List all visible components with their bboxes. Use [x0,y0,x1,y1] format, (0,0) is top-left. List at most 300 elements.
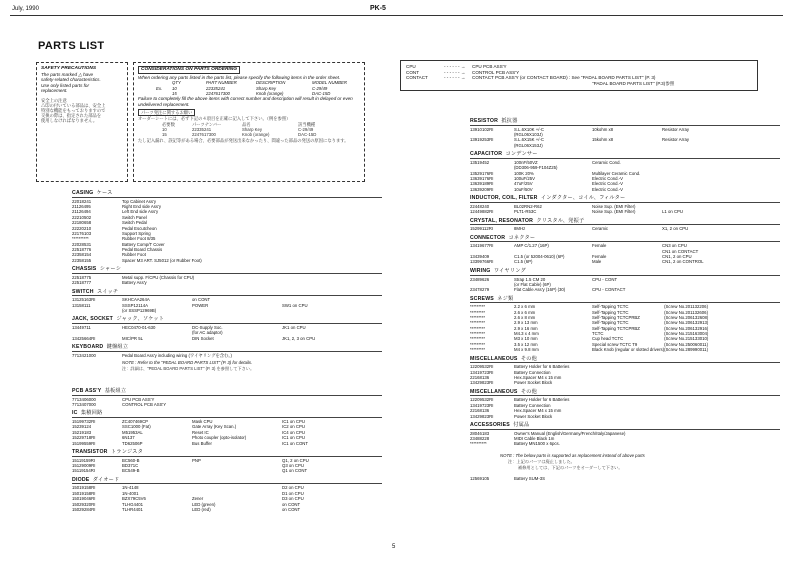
table-cell: Electric Cond.-V [592,181,624,187]
table-cell: 13529176RI [470,170,494,176]
ordering-jp-table [162,122,316,138]
parts-table [470,397,592,418]
table-cell: TLHR4401 [122,506,143,512]
table-cell [192,308,282,313]
section-keyboard [72,344,382,371]
table-cell: 抵抗器 [501,118,518,124]
table-row: CONTACT - - - - - - → CONTACT PCB ASS'Y (or CONTACT BOARD) : See "PADAL BOARD PARTS LIST" (P. 3) [406,75,674,81]
table-cell: Battery Comp/T Cover [122,241,165,247]
section-title [72,410,382,418]
accessories-note: NOTE : The below parts is supported as replacement instead of above parts [500,452,645,458]
table-cell: S.L.6X10K +/-C [514,126,544,132]
table-cell: Pedal Board Ass'y including wiring (ワイヤリングを含む。) [122,352,232,358]
table-cell: Battery Ass'y [122,280,147,286]
table-cell: (RGL06X153J) [514,142,543,148]
table-cell: SKHCAA264A [122,297,150,303]
parts-table [470,127,689,148]
table-cell: Rubber Foot 8/35 [122,236,156,242]
keyboard-note-jp: 注：詳細は、"PEDAL BOARD PARTS LIST" (P. 3) を参照して下さい。 [122,365,255,371]
table-row [72,402,192,407]
table-cell: 2.9 x 13 mm [514,320,538,326]
table-cell: 12449882RI [470,209,494,215]
table-cell: Cup head TCTC [592,336,624,342]
parts-table [72,419,308,446]
ordering-cell: DAC-15D [312,90,331,96]
table-cell: Spacer M3 ART. SJ5012 (or Rubber Foot) [122,257,202,263]
table-cell: TLHG4401 [122,501,144,507]
table-cell: 7713421000 [72,352,96,358]
section-title [470,195,780,203]
table-cell: 13519452 [470,159,490,165]
table-cell: ********* [470,347,486,353]
table-cell: JK1, 2, 3 on CPU [282,335,316,341]
table-cell: Ceramic [592,226,608,232]
table-cell: 15119154RI [72,468,96,474]
parts-table [470,431,625,447]
table-cell: 23478279 [470,287,490,293]
section-title [72,344,382,352]
table-row [470,414,592,419]
parts-table [470,226,688,231]
table-cell: BZX79C5V6 [122,496,146,502]
table-cell: ワイヤリング [493,267,526,274]
table-cell: Power Socket Block [514,380,553,386]
table-cell: Self-Tapping TCTCPRBZ [592,325,640,331]
table-cell: 28046183 [470,430,490,436]
table-cell: MISCELLANEOUS [470,388,518,395]
ordering-col: DESCRIPTION [256,80,286,86]
table-cell: SWITCH [72,288,94,295]
table-cell: 13425664RI [72,335,96,341]
table-cell: PNP [192,457,201,463]
section-screws [470,296,780,353]
table-cell: MISCELLANEOUS [470,355,518,362]
ordering-jp-col: 必要数 [162,121,175,127]
table-cell: Left End side Ass'y [122,209,159,215]
table-row [470,143,689,148]
section-capacitor [470,151,780,192]
ordering-cell: Sharp Key [256,85,277,91]
table-row [72,336,315,341]
table-cell: CN1, 2 on CPU [662,254,692,260]
ordering-jp-intro: オーダーシートには、必ず下記の４項目を正確に記入して下さい。（例を参照） [138,116,291,122]
table-cell [592,143,662,148]
table-row [470,287,662,292]
table-cell: (Screw No.206132916) [664,325,709,331]
table-cell: トランジスタ [110,448,143,455]
table-row [72,353,232,358]
table-cell: CONT [406,69,420,75]
section-title [470,296,780,304]
table-cell: Multilayer Ceramic Cond. [592,170,641,176]
table-cell: on CONT [192,297,211,303]
table-cell: 集積回路 [80,410,103,417]
table-cell: 22518775 [72,274,92,280]
table-cell: (Screw No.206132608) [664,315,709,321]
table-cell: ダイオード [92,476,120,483]
section-casing [72,190,382,263]
table-cell: CONTACT [406,75,428,81]
table-cell: 2.6 x 8 mm [514,315,536,321]
table-cell: Q3 on CPU [282,462,304,468]
page-number: 5 [392,544,396,550]
table-cell: 3.5 x 12 mm [514,341,538,347]
table-cell: 付属品 [513,421,530,428]
section-accessories [470,422,780,481]
table-row [470,187,662,192]
ordering-jp-col: パーツナンバー [192,121,222,127]
table-cell: ACCESSORIES [470,421,510,428]
table-cell: (RGL06X103J) [514,132,543,138]
table-cell: IC1 on CPU [282,419,305,425]
table-row [72,507,304,512]
table-cell: Support Spring [122,230,151,236]
table-cell: 13429823RI [470,413,494,419]
table-cell: Battery Holder for 6 Batteries [514,397,570,403]
section-title [470,118,780,126]
table-cell: Self-Tapping TCTC [592,309,629,315]
table-cell: Right End side Ass'y [122,204,162,210]
table-cell: 22518776 [72,246,92,252]
ordering-jp-cell: 15 [162,132,167,138]
table-row [470,347,708,352]
table-cell: Power Socket Block [514,413,553,419]
parts-table [72,397,192,408]
table-cell: 47uF/25V [514,181,533,187]
table-cell: 23489626 [470,276,490,282]
table-cell: (Screw No.289990011) [664,347,708,353]
table-cell: BC560-B [122,457,140,463]
table-cell: 7713406000 [72,396,96,402]
table-cell: IC1 on CPU [282,435,305,441]
table-cell: Battery Holder for 6 Batteries [514,364,570,370]
table-cell: 1N-4001 [122,490,139,496]
board-legend-table [406,64,674,87]
table-cell: AMP C/1.27 (16P) [514,243,549,249]
section-resistor [470,118,780,148]
table-row: CONT - - - - - - → CONTROL PCB ASS'Y [406,70,674,76]
section-jack [72,316,382,341]
table-cell: 21126494 [72,209,91,215]
table-cell: on CONT [282,501,301,507]
ordering-jp-title: パーツ発注に関するお願い [138,109,195,116]
table-cell [192,468,282,473]
parts-table [72,485,304,512]
table-cell: Flat Cable Ass'y (16P) (30) [514,287,566,293]
table-cell: S.L.6X15K +/-C [514,137,544,143]
table-cell: (Screw No.201132206) [664,304,708,310]
section-diode [72,477,382,513]
table-cell: (for AC adaptor) [192,330,223,336]
section-crystal [470,218,780,232]
section-title [470,218,780,226]
table-cell: Black Knob (regular or slotted drivers) [592,347,665,353]
table-cell: Resistor Array [662,137,689,143]
table-cell: (Screw No.215163004) [664,331,709,337]
section-title [470,389,780,397]
table-cell: IC2 on CPU [282,424,305,430]
section-title [470,151,780,159]
section-switch [72,289,382,314]
table-cell: ZC407469CP [122,419,149,425]
table-cell: 15299112RI [470,226,494,232]
section-misc-2 [470,389,780,419]
table-cell: CPU - CONT [592,276,618,282]
table-cell: BD371C [122,462,139,468]
parts-table [72,199,202,263]
table-cell: Owner's Manual (English/Germany/French/Italy/Japanese) [514,430,626,436]
ordering-col: MODEL NUMBER [312,80,348,86]
ordering-jp-cell: DAC-15D [298,132,317,138]
table-cell: CONTROL PCB ASS'Y [472,69,520,75]
section-title [72,289,382,297]
table-cell: CN3 on CPU [662,243,687,249]
table-cell: Battery SUM-3S [514,475,546,481]
section-wiring [470,268,780,293]
table-row [470,441,625,446]
section-title [72,449,382,457]
table-cell: Pedal Board Chassis [122,246,163,252]
table-cell: C1.5 (or 52004-0610) (6P) [514,254,565,260]
ordering-fail: Failure to completely fill the above items with correct number and description will result in delayed or even undelivered replacement. [138,96,353,107]
table-cell: 22448240 [470,203,490,209]
table-row [470,476,592,481]
table-cell: CPU PCB ASS'Y [122,396,155,402]
table-row [72,468,309,473]
table-cell: その他 [520,355,538,362]
table-cell: 23488228 [470,436,490,441]
table-cell: 15019158RI [72,485,96,491]
table-cell: Battery Connection [514,369,551,375]
table-cell: 2.9 x 16 mm [514,325,538,331]
table-cell: CRYSTAL, RESONATOR [470,217,534,224]
table-cell: 22358154 [72,252,92,258]
table-cell: ********* [470,331,486,337]
table-cell: 13639176RI [470,175,494,181]
table-cell: "PADAL BOARD PARTS LIST" (P.3)参照 [592,81,675,87]
table-cell: 21126495 [72,204,91,210]
table-cell: 13639209RI [470,186,494,192]
safety-jp-title: 安全上の注意 [41,97,67,103]
table-cell: DIN Socket [192,335,214,341]
section-inductor [470,195,780,214]
table-cell: 100nF/50VZ [514,159,538,165]
table-cell: 13910102RI [470,126,494,132]
table-cell: (Screw No.215133010) [664,336,709,342]
table-cell: 13419723RI [470,402,494,408]
table-cell: CPU PCB ASS'Y [472,64,507,69]
right-column [470,118,780,484]
table-cell: Battery MN1500 x 6pcs. [514,441,560,447]
ordering-cell: Knob (orange) [256,90,284,96]
table-cell [470,143,514,148]
table-cell: ********* [470,315,486,321]
table-cell: Q1 on CONT [282,468,308,474]
table-cell: HEC0470-01-630 [122,325,156,331]
header-model: PK-5 [370,5,386,12]
table-cell: ジャック、ソケット [116,316,165,323]
table-cell: M3 x 10 mm [514,336,538,342]
table-cell: 22028531 [72,241,92,247]
table-cell: Self-Tapping TCTC [592,320,629,326]
table-cell: Electric Cond.-V [592,175,624,181]
keyboard-note: NOTE : Refer to the "PEDAL BOARD PARTS LIST" (P. 3) for details. [122,359,253,365]
table-cell: Bus Buffer [192,440,212,446]
parts-table [72,275,194,286]
table-cell: TCTC [592,331,604,337]
table-cell: インダクター、コイル、フィルター [540,195,626,202]
table-cell: INDUCTOR, COIL, FILTER [470,195,538,202]
table-cell: ********* [470,320,486,326]
table-cell: 15kohm x8 [592,137,614,143]
table-cell: Self-Tapping TCTCPRBZ [592,315,640,321]
table-cell: BL02RN2-R62 [514,203,542,209]
table-cell: (or Flat Cable) (6P) [514,281,551,287]
table-cell: ********* [470,304,486,310]
table-cell: 13158111 [72,302,91,308]
table-cell: Q1, 2 on CPU [282,457,309,463]
table-cell: on CONT [282,506,301,512]
table-cell: ケース [96,190,113,196]
table-row [470,226,688,231]
table-cell: 鍵盤組立 [106,344,129,351]
table-cell: L1 on CPU [662,209,684,215]
safety-title: SAFETY PRECAUTIONS [41,66,97,71]
table-cell: 100uF/25V [514,175,536,181]
table-cell: (Screw No.250060011) [664,341,708,347]
table-cell: POWER [192,302,209,308]
ordering-intro: When ordering any parts listed in the parts list, please specify the following items in the order sheet. [138,74,341,80]
table-cell: 13919253RI [470,137,494,143]
table-cell: ********** [72,236,89,242]
section-chassis [72,266,382,285]
table-cell: 13439409 [470,254,490,260]
parts-table [72,458,309,474]
table-cell: 12209532RI [470,397,494,403]
table-row [72,258,202,263]
table-cell: 13125163RI [72,297,96,303]
table-cell: CHASSIS [72,266,97,273]
page-title: PARTS LIST [38,40,105,52]
ordering-jp-cell: 2247617300 [192,132,216,138]
table-cell: SW1 on CPU [282,302,308,308]
table-row [470,380,592,385]
table-cell: Special screw TCTC T9 [592,341,638,347]
table-cell: 13429823RI [470,380,494,386]
table-cell: SSC1000 (Fat) [122,424,151,430]
accessories-note-jp: 注：上記のパーツは廃止しました。 [508,458,575,464]
ordering-jp-col: 品名 [242,121,251,127]
table-cell: Noise Sup. (EMI Filter) [592,203,636,209]
table-cell: Hex.Spacer M4 x 15 mm [514,408,562,414]
table-cell: IC1 on CONT [282,440,309,446]
table-cell: ********* [470,325,486,331]
table-cell: 15199559RI [72,440,96,446]
table-cell: Zener [192,496,204,502]
section-title [72,388,382,396]
table-cell: クリスタル、発振子 [536,217,585,224]
table-row [72,441,308,446]
ordering-jp-cell: 22335241 [192,127,212,132]
table-cell: RESISTOR [470,118,499,124]
ordering-jp-col: 該当機種 [298,121,316,127]
table-cell: 22168136 [470,408,490,414]
table-cell: (Screw No.206132913) [664,320,709,326]
table-cell: IC4 on CPU [282,429,305,435]
ordering-box [133,62,365,182]
safety-line: replacement. [41,88,68,94]
table-cell [282,308,308,313]
parts-table [470,476,592,481]
table-cell: Rubber Foot [122,252,146,258]
table-cell: (DD306-959-F104Z25) [514,165,558,171]
table-cell: 6N137 [122,435,135,441]
board-legend-box [400,60,758,91]
table-cell: Electric Cond.-V [592,186,624,192]
table-cell: (or SSSP12969B) [122,307,157,313]
table-cell: 15119159RI [72,457,96,463]
table-cell: 22518777 [72,280,92,286]
table-cell: M4.3 x 4 mm [514,331,539,337]
table-cell: 15029320RI [72,501,96,507]
table-cell: PCB ASS'Y [72,387,102,394]
header-rule [10,15,783,16]
section-title [72,190,382,198]
table-cell: 22018241 [72,198,92,204]
table-cell: Resistor Array [662,126,689,132]
table-cell [662,143,689,148]
table-cell: CASING [72,190,94,196]
section-title [72,266,382,274]
table-cell: 2.6 x 6 mm [514,309,536,315]
table-cell: コンデンサー [505,151,538,158]
table-cell: 15019046RI [72,496,96,502]
section-title [470,235,780,243]
safety-line: The parts marked △ have [41,71,94,77]
table-cell: Hex.Spacer M4 x 15 mm [514,375,562,381]
ordering-cell: 2247617300 [206,90,230,96]
table-cell: LED (green) [192,501,216,507]
section-title [470,356,780,364]
table-cell: D2 on CPU [282,485,304,491]
table-cell: ********** [470,441,487,447]
table-cell: Metal supp. F/CPU (Chassis for CPU) [122,274,195,280]
table-cell: 13449711 [72,325,91,331]
header-date: July, 1990 [12,6,39,12]
table-cell: Female [592,243,607,249]
table-cell: C1.5 (6P) [514,259,533,265]
table-cell: MIC/PR 5L [122,335,144,341]
table-cell: SCREWS [470,295,494,302]
table-cell: 15029284RI [72,506,96,512]
table-cell: MIDI Cable Black 1m [514,436,555,441]
table-cell: Self-Tapping TCTC [592,304,629,310]
table-row [72,308,308,313]
table-cell: 10uF/50V [514,186,533,192]
table-cell: 15019158RI [72,490,96,496]
table-cell: 22210502 [72,214,92,220]
parts-table [470,304,708,352]
parts-table [470,204,683,215]
table-cell: シャーシ [99,266,122,273]
table-cell: Female [592,254,607,260]
safety-jp-line: △印の付いている部品は、安全上 [41,102,106,108]
table-cell: CN1 on CONTACT [662,248,699,254]
table-cell: Photo coupler (opto-isolator) [192,435,247,441]
section-connector [470,235,780,265]
table-cell: 22220210 [72,225,92,231]
table-cell: SSSP12114A [122,302,148,308]
